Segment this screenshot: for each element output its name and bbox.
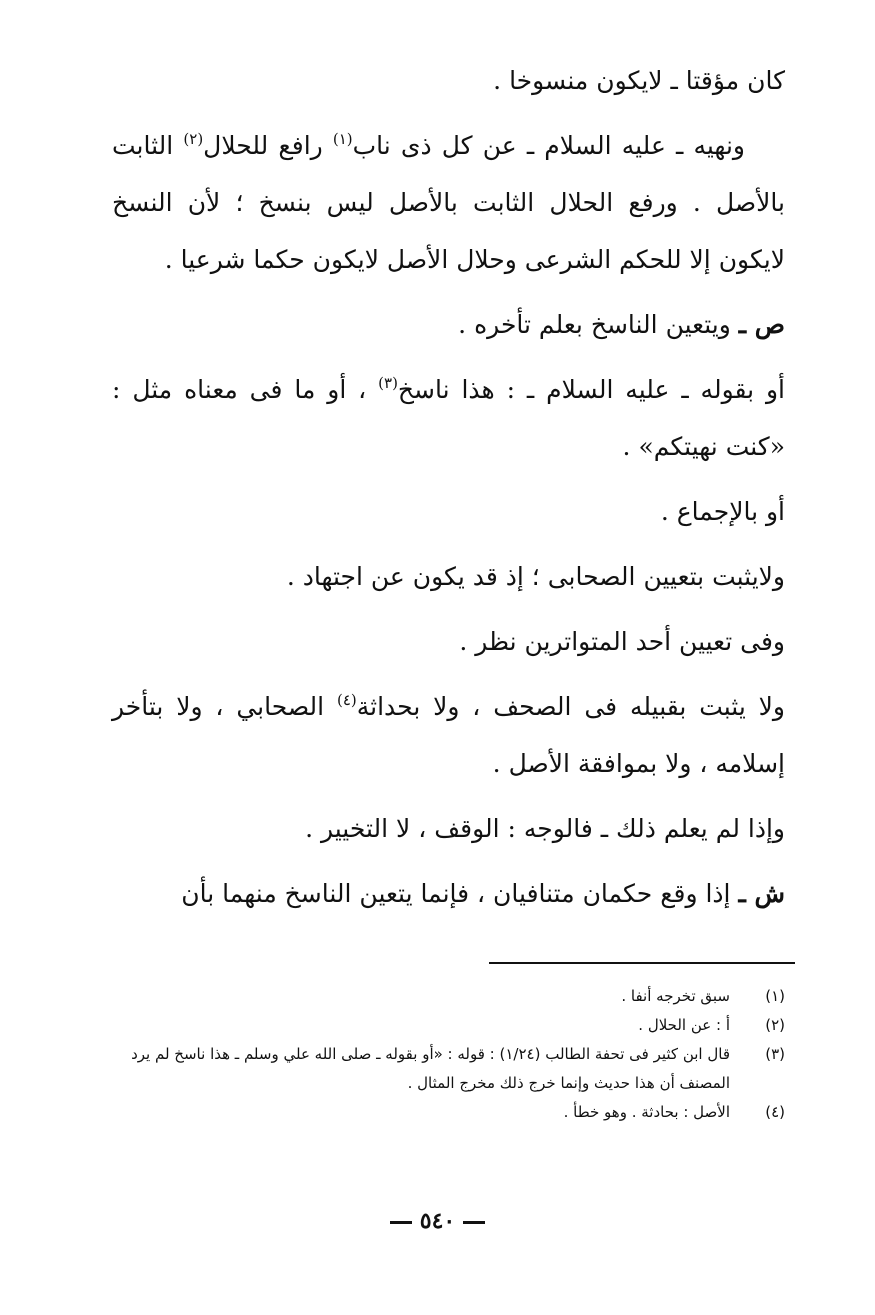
paragraph-4-segment-1: أو بقوله ـ عليه السلام ـ : هذا ناسخ: [397, 375, 785, 404]
paragraph-2-segment-3: الثابت بالأصل . ورفع الحلال الثابت بالأصل ليس بنسخ ؛ لأن النسخ لايكون إلا للحكم الشرعى وحلال الأصل لايكون حكما شرعيا .: [112, 131, 785, 274]
paragraph-1-text: كان مؤقتا ـ لايكون منسوخا .: [493, 66, 785, 95]
footnote-ref-1[interactable]: (١): [332, 130, 353, 148]
paragraph-2-segment-2: رافع للحلال: [203, 131, 333, 160]
paragraph-8: [112, 678, 785, 792]
paragraph-4-segment-2: ، أو ما فى معناه مثل : «كنت نهيتكم» .: [112, 375, 785, 461]
paragraph-6: [112, 548, 785, 605]
paragraph-3-text: ويتعين الناسخ بعلم تأخره .: [458, 310, 739, 339]
page-number-text: ٥٤٠: [419, 1208, 456, 1234]
paragraph-9: [112, 800, 785, 857]
paragraph-10-text: إذا وقع حكمان متنافيان ، فإنما يتعين الناسخ منهما بأن: [181, 879, 739, 908]
paragraph-7: [112, 613, 785, 670]
paragraph-5-text: أو بالإجماع .: [660, 497, 785, 526]
paragraph-4: [112, 361, 785, 475]
paragraph-9-text: وإذا لم يعلم ذلك ـ فالوجه : الوقف ، لا التخيير .: [305, 814, 785, 843]
footnote-item: [112, 982, 785, 1011]
footnote-number: (٤): [765, 1103, 785, 1121]
footnote-text: قال ابن كثير فى تحفة الطالب (١/٢٤) : قوله : «أو بقوله ـ صلى الله علي وسلم ـ هذا ناسخ لم يرد المصنف أن هذا حديث وإنما خرج ذلك مخرج المثال .: [131, 1045, 730, 1092]
paragraph-8-segment-1: ولا يثبت بقبيله فى الصحف ، ولا بحداثة: [356, 692, 785, 721]
dash-right: [463, 1221, 485, 1224]
footnote-text: سبق تخرجه أنفا .: [621, 987, 730, 1005]
footnote-item: [112, 1098, 785, 1127]
paragraph-1: [112, 52, 785, 109]
footnote-text: الأصل : بحادثة . وهو خطأ .: [563, 1103, 730, 1121]
footnote-ref-3[interactable]: (٣): [378, 374, 398, 392]
footnote-number: (٢): [765, 1016, 785, 1034]
footnote-number: (١): [765, 987, 785, 1005]
paragraph-2-segment-1: ونهيه ـ عليه السلام ـ عن كل ذى ناب: [352, 131, 745, 160]
footnote-item: [112, 1040, 785, 1098]
paragraph-6-text: ولايثبت بتعيين الصحابى ؛ إذ قد يكون عن اجتهاد .: [286, 562, 785, 591]
dash-left: [390, 1221, 412, 1224]
paragraph-5: [112, 483, 785, 540]
footnote-ref-4[interactable]: (٤): [336, 691, 357, 709]
footnote-ref-2[interactable]: (٢): [183, 130, 204, 148]
paragraph-10: [112, 865, 785, 922]
paragraph-8-segment-2: الصحابي ، ولا بتأخر إسلامه ، ولا بموافقة الأصل .: [112, 692, 785, 778]
page-number: [0, 1208, 875, 1234]
footnote-item: [112, 1011, 785, 1040]
text-marker-sad: ص ـ: [738, 310, 785, 339]
footnotes: [112, 982, 785, 1127]
paragraph-3: [112, 296, 785, 353]
footnote-divider: [489, 962, 795, 964]
text-marker-shin: ش ـ: [738, 879, 785, 908]
footnote-text: أ : عن الحلال .: [638, 1016, 730, 1034]
paragraph-7-text: وفى تعيين أحد المتواترين نظر .: [459, 627, 785, 656]
main-text: [112, 52, 785, 930]
paragraph-2: [112, 117, 785, 288]
footnote-number: (٣): [765, 1045, 785, 1063]
